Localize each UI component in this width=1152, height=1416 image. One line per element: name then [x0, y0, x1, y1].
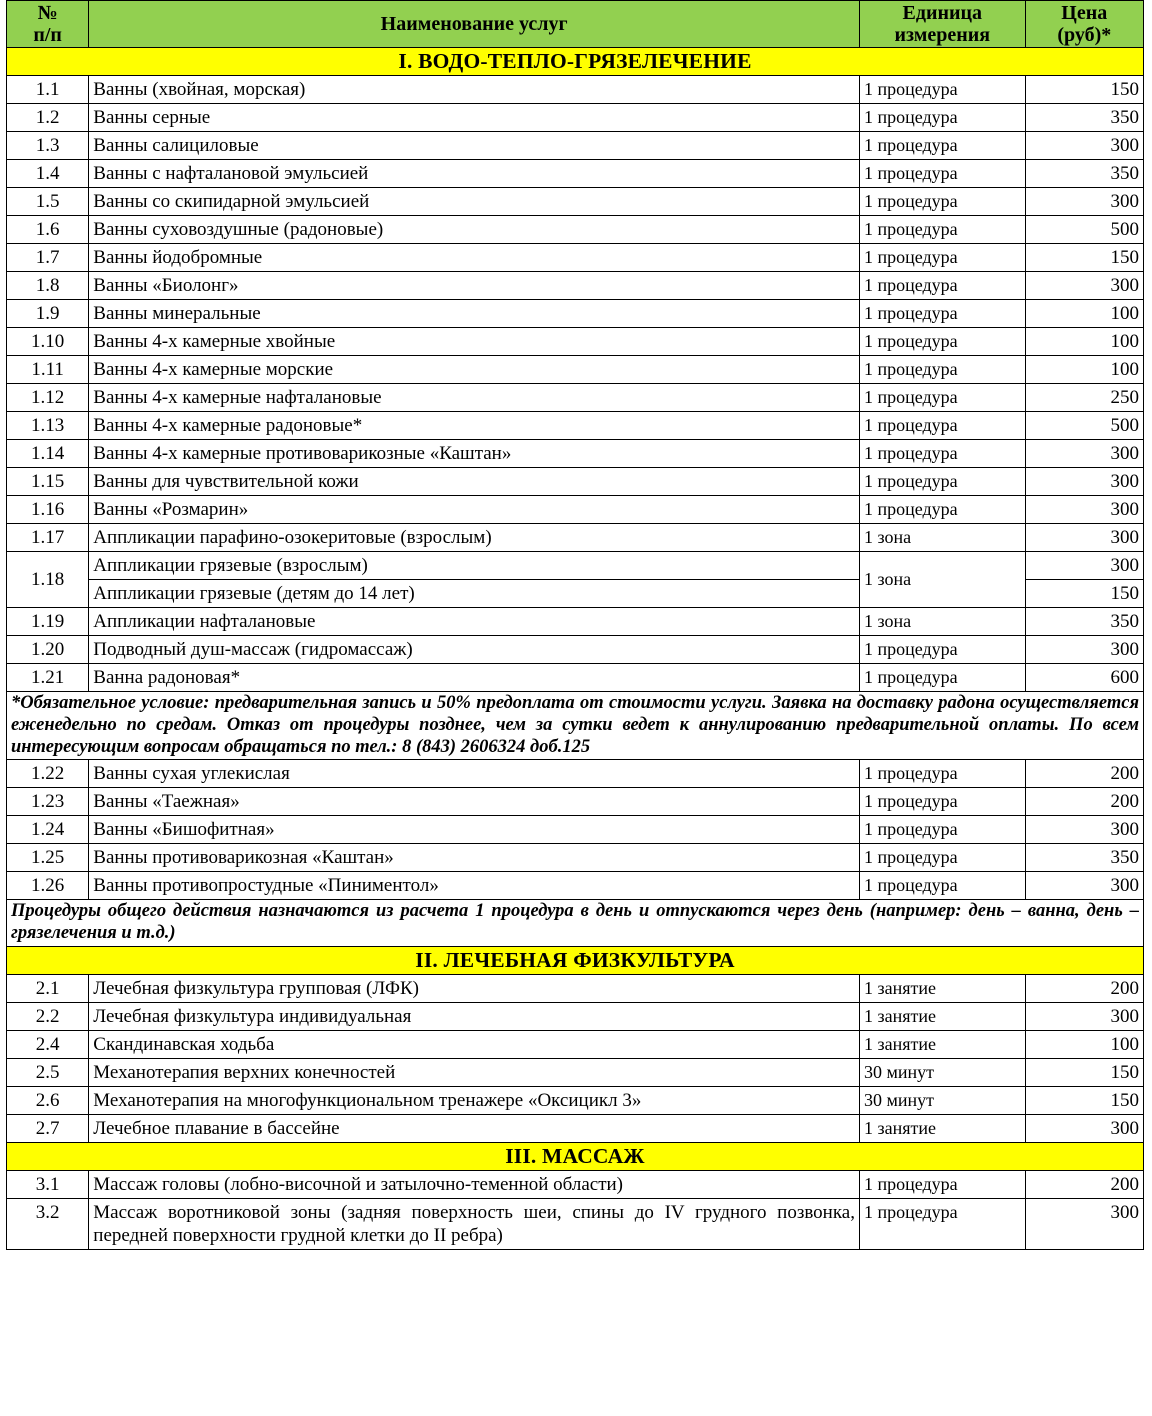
row-number: 1.26 [7, 872, 89, 900]
table-row [7, 300, 1144, 328]
row-unit: 1 процедура [859, 300, 1025, 328]
row-number: 3.2 [7, 1199, 89, 1250]
row-price: 300 [1025, 552, 1143, 580]
row-service-name: Подводный душ-массаж (гидромассаж) [89, 636, 860, 664]
table-row [7, 1087, 1144, 1115]
table-row [7, 1031, 1144, 1059]
row-service-name: Лечебное плавание в бассейне [89, 1115, 860, 1143]
section-heading-3 [7, 1143, 1144, 1171]
row-price: 300 [1025, 1115, 1143, 1143]
table-row [7, 524, 1144, 552]
row-price: 150 [1025, 244, 1143, 272]
row-number: 1.21 [7, 664, 89, 692]
table-row [7, 412, 1144, 440]
row-price: 600 [1025, 664, 1143, 692]
table-row [7, 244, 1144, 272]
table-row [7, 636, 1144, 664]
row-price: 100 [1025, 300, 1143, 328]
row-unit: 1 процедура [859, 244, 1025, 272]
table-row [7, 496, 1144, 524]
table-row [7, 788, 1144, 816]
row-service-name: Ванны 4-х камерные противоварикозные «Каштан» [89, 440, 860, 468]
row-service-name: Ванны «Таежная» [89, 788, 860, 816]
row-number: 1.19 [7, 608, 89, 636]
row-unit: 1 процедура [859, 788, 1025, 816]
row-number: 1.8 [7, 272, 89, 300]
column-header-price-line2: (руб)* [1057, 24, 1112, 46]
row-unit: 1 процедура [859, 1199, 1025, 1250]
table-row [7, 1171, 1144, 1199]
row-price: 150 [1025, 76, 1143, 104]
row-price: 100 [1025, 1031, 1143, 1059]
row-price: 150 [1025, 1059, 1143, 1087]
row-price: 100 [1025, 328, 1143, 356]
row-service-name: Ванны 4-х камерные хвойные [89, 328, 860, 356]
row-service-name: Ванны (хвойная, морская) [89, 76, 860, 104]
row-service-name: Ванны 4-х камерные морские [89, 356, 860, 384]
row-price: 300 [1025, 188, 1143, 216]
table-row [7, 608, 1144, 636]
row-unit: 1 зона [859, 608, 1025, 636]
row-service-name: Ванны минеральные [89, 300, 860, 328]
row-service-name: Ванны «Биолонг» [89, 272, 860, 300]
row-unit: 1 процедура [859, 844, 1025, 872]
row-number: 2.1 [7, 975, 89, 1003]
row-price: 500 [1025, 216, 1143, 244]
row-price: 150 [1025, 1087, 1143, 1115]
section-heading-1 [7, 48, 1144, 76]
column-header-number [7, 1, 89, 48]
column-header-unit-line2: измерения [894, 24, 991, 46]
row-number: 1.14 [7, 440, 89, 468]
price-list-table [6, 0, 1144, 1250]
row-service-name: Аппликации грязевые (взрослым) [89, 552, 860, 580]
row-price: 300 [1025, 872, 1143, 900]
row-number: 1.20 [7, 636, 89, 664]
row-service-name: Ванны противоварикозная «Каштан» [89, 844, 860, 872]
row-number: 1.1 [7, 76, 89, 104]
row-price: 100 [1025, 356, 1143, 384]
row-number: 1.4 [7, 160, 89, 188]
section-heading-2 [7, 947, 1144, 975]
row-service-name: Аппликации грязевые (детям до 14 лет) [89, 580, 860, 608]
table-row [7, 1199, 1144, 1250]
row-number: 1.12 [7, 384, 89, 412]
section-title-3: III. МАССАЖ [7, 1143, 1144, 1171]
row-price: 350 [1025, 104, 1143, 132]
row-number: 1.6 [7, 216, 89, 244]
row-number: 1.22 [7, 760, 89, 788]
table-row [7, 664, 1144, 692]
row-unit: 30 минут [859, 1059, 1025, 1087]
row-number: 1.15 [7, 468, 89, 496]
row-unit: 1 процедура [859, 188, 1025, 216]
row-service-name: Механотерапия верхних конечностей [89, 1059, 860, 1087]
table-row [7, 160, 1144, 188]
row-number: 1.24 [7, 816, 89, 844]
row-service-name: Ванны 4-х камерные нафталановые [89, 384, 860, 412]
row-unit: 1 зона [859, 552, 1025, 608]
row-number: 1.23 [7, 788, 89, 816]
table-row [7, 1059, 1144, 1087]
row-price: 300 [1025, 132, 1143, 160]
row-number: 2.2 [7, 1003, 89, 1031]
row-price: 350 [1025, 160, 1143, 188]
row-price: 300 [1025, 496, 1143, 524]
row-service-name: Ванны сухая углекислая [89, 760, 860, 788]
section-title-1: I. ВОДО-ТЕПЛО-ГРЯЗЕЛЕЧЕНИЕ [7, 48, 1144, 76]
table-row [7, 132, 1144, 160]
row-unit: 1 процедура [859, 664, 1025, 692]
row-number: 1.9 [7, 300, 89, 328]
row-price: 300 [1025, 524, 1143, 552]
column-header-price-line1: Цена [1061, 2, 1108, 24]
row-service-name: Механотерапия на многофункциональном тренажере «Оксицикл 3» [89, 1087, 860, 1115]
table-row [7, 872, 1144, 900]
column-header-price [1025, 1, 1143, 48]
row-unit: 1 процедура [859, 1171, 1025, 1199]
table-row [7, 440, 1144, 468]
table-header [7, 1, 1144, 48]
row-number: 1.17 [7, 524, 89, 552]
row-price: 200 [1025, 1171, 1143, 1199]
column-header-number-line1: № [37, 2, 58, 24]
table-row [7, 356, 1144, 384]
column-header-unit [859, 1, 1025, 48]
row-number: 2.4 [7, 1031, 89, 1059]
row-service-name: Массаж головы (лобно-височной и затылочно-теменной области) [89, 1171, 860, 1199]
row-unit: 1 процедура [859, 636, 1025, 664]
row-service-name: Аппликации парафино-озокеритовые (взрослым) [89, 524, 860, 552]
row-unit: 1 занятие [859, 1031, 1025, 1059]
row-unit: 1 процедура [859, 104, 1025, 132]
table-row [7, 552, 1144, 580]
row-unit: 1 процедура [859, 468, 1025, 496]
table-row [7, 1115, 1144, 1143]
row-unit: 30 минут [859, 1087, 1025, 1115]
section-title-2: II. ЛЕЧЕБНАЯ ФИЗКУЛЬТУРА [7, 947, 1144, 975]
table-row [7, 104, 1144, 132]
table-row [7, 468, 1144, 496]
row-unit: 1 процедура [859, 328, 1025, 356]
row-number: 1.10 [7, 328, 89, 356]
row-price: 300 [1025, 440, 1143, 468]
row-service-name: Ванны «Розмарин» [89, 496, 860, 524]
row-service-name: Ванны «Бишофитная» [89, 816, 860, 844]
row-service-name: Лечебная физкультура индивидуальная [89, 1003, 860, 1031]
row-number: 1.5 [7, 188, 89, 216]
column-header-unit-line1: Единица [902, 2, 983, 24]
table-row [7, 272, 1144, 300]
table-row [7, 760, 1144, 788]
row-service-name: Аппликации нафталановые [89, 608, 860, 636]
table-row [7, 1003, 1144, 1031]
row-unit: 1 процедура [859, 872, 1025, 900]
table-row [7, 328, 1144, 356]
table-row [7, 844, 1144, 872]
row-number: 1.25 [7, 844, 89, 872]
row-service-name: Ванны 4-х камерные радоновые* [89, 412, 860, 440]
row-number: 2.7 [7, 1115, 89, 1143]
row-service-name: Ванны суховоздушные (радоновые) [89, 216, 860, 244]
row-number: 1.11 [7, 356, 89, 384]
row-number: 1.18 [7, 552, 89, 608]
table-body [7, 48, 1144, 1250]
note-row-radon [7, 692, 1144, 760]
row-service-name: Массаж воротниковой зоны (задняя поверхность шеи, спины до IV грудного позвонка, передней поверхности грудной клетки до II ребра) [89, 1199, 860, 1250]
row-service-name: Скандинавская ходьба [89, 1031, 860, 1059]
row-price: 350 [1025, 608, 1143, 636]
row-unit: 1 процедура [859, 496, 1025, 524]
row-unit: 1 процедура [859, 440, 1025, 468]
row-unit: 1 процедура [859, 76, 1025, 104]
row-price: 300 [1025, 816, 1143, 844]
row-price: 300 [1025, 1199, 1143, 1250]
row-price: 300 [1025, 272, 1143, 300]
row-service-name: Лечебная физкультура групповая (ЛФК) [89, 975, 860, 1003]
row-number: 3.1 [7, 1171, 89, 1199]
row-service-name: Ванны йодобромные [89, 244, 860, 272]
row-service-name: Ванны для чувствительной кожи [89, 468, 860, 496]
row-number: 2.5 [7, 1059, 89, 1087]
row-number: 2.6 [7, 1087, 89, 1115]
row-service-name: Ванны с нафталановой эмульсией [89, 160, 860, 188]
row-unit: 1 занятие [859, 975, 1025, 1003]
table-row [7, 975, 1144, 1003]
row-unit: 1 процедура [859, 272, 1025, 300]
header-row [7, 1, 1144, 48]
row-unit: 1 процедура [859, 816, 1025, 844]
row-number: 1.2 [7, 104, 89, 132]
note-row-general [7, 900, 1144, 947]
row-number: 1.7 [7, 244, 89, 272]
row-number: 1.13 [7, 412, 89, 440]
row-price: 200 [1025, 788, 1143, 816]
row-unit: 1 зона [859, 524, 1025, 552]
row-price: 200 [1025, 760, 1143, 788]
row-price: 300 [1025, 636, 1143, 664]
row-price: 300 [1025, 468, 1143, 496]
row-price: 500 [1025, 412, 1143, 440]
table-row [7, 76, 1144, 104]
row-unit: 1 процедура [859, 132, 1025, 160]
table-row [7, 816, 1144, 844]
row-service-name: Ванны салициловые [89, 132, 860, 160]
note-radon-text: *Обязательное условие: предварительная запись и 50% предоплата от стоимости услуги. Заявка на доставку радона осуществляется еженедельно по средам. Отказ от процедуры позднее, чем за сутки ведет к аннулированию предварительной оплаты. По всем интересующим вопросам обращаться по тел.: 8 (843) 2606324 доб.125 [7, 692, 1144, 760]
row-unit: 1 процедура [859, 760, 1025, 788]
note-general-text: Процедуры общего действия назначаются из расчета 1 процедура в день и отпускаются через день (например: день – ванна, день – грязелечения и т.д.) [7, 900, 1144, 947]
row-unit: 1 процедура [859, 356, 1025, 384]
column-header-number-line2: п/п [33, 24, 62, 46]
row-price: 200 [1025, 975, 1143, 1003]
row-unit: 1 процедура [859, 384, 1025, 412]
row-service-name: Ванны серные [89, 104, 860, 132]
table-row [7, 384, 1144, 412]
row-unit: 1 занятие [859, 1003, 1025, 1031]
column-header-name: Наименование услуг [89, 1, 860, 48]
row-service-name: Ванна радоновая* [89, 664, 860, 692]
row-price: 300 [1025, 1003, 1143, 1031]
table-row [7, 216, 1144, 244]
row-unit: 1 занятие [859, 1115, 1025, 1143]
row-number: 1.16 [7, 496, 89, 524]
row-unit: 1 процедура [859, 216, 1025, 244]
row-price: 350 [1025, 844, 1143, 872]
table-row [7, 188, 1144, 216]
row-service-name: Ванны со скипидарной эмульсией [89, 188, 860, 216]
row-number: 1.3 [7, 132, 89, 160]
row-unit: 1 процедура [859, 160, 1025, 188]
row-unit: 1 процедура [859, 412, 1025, 440]
row-price: 250 [1025, 384, 1143, 412]
row-price: 150 [1025, 580, 1143, 608]
row-service-name: Ванны противопростудные «Пиниментол» [89, 872, 860, 900]
